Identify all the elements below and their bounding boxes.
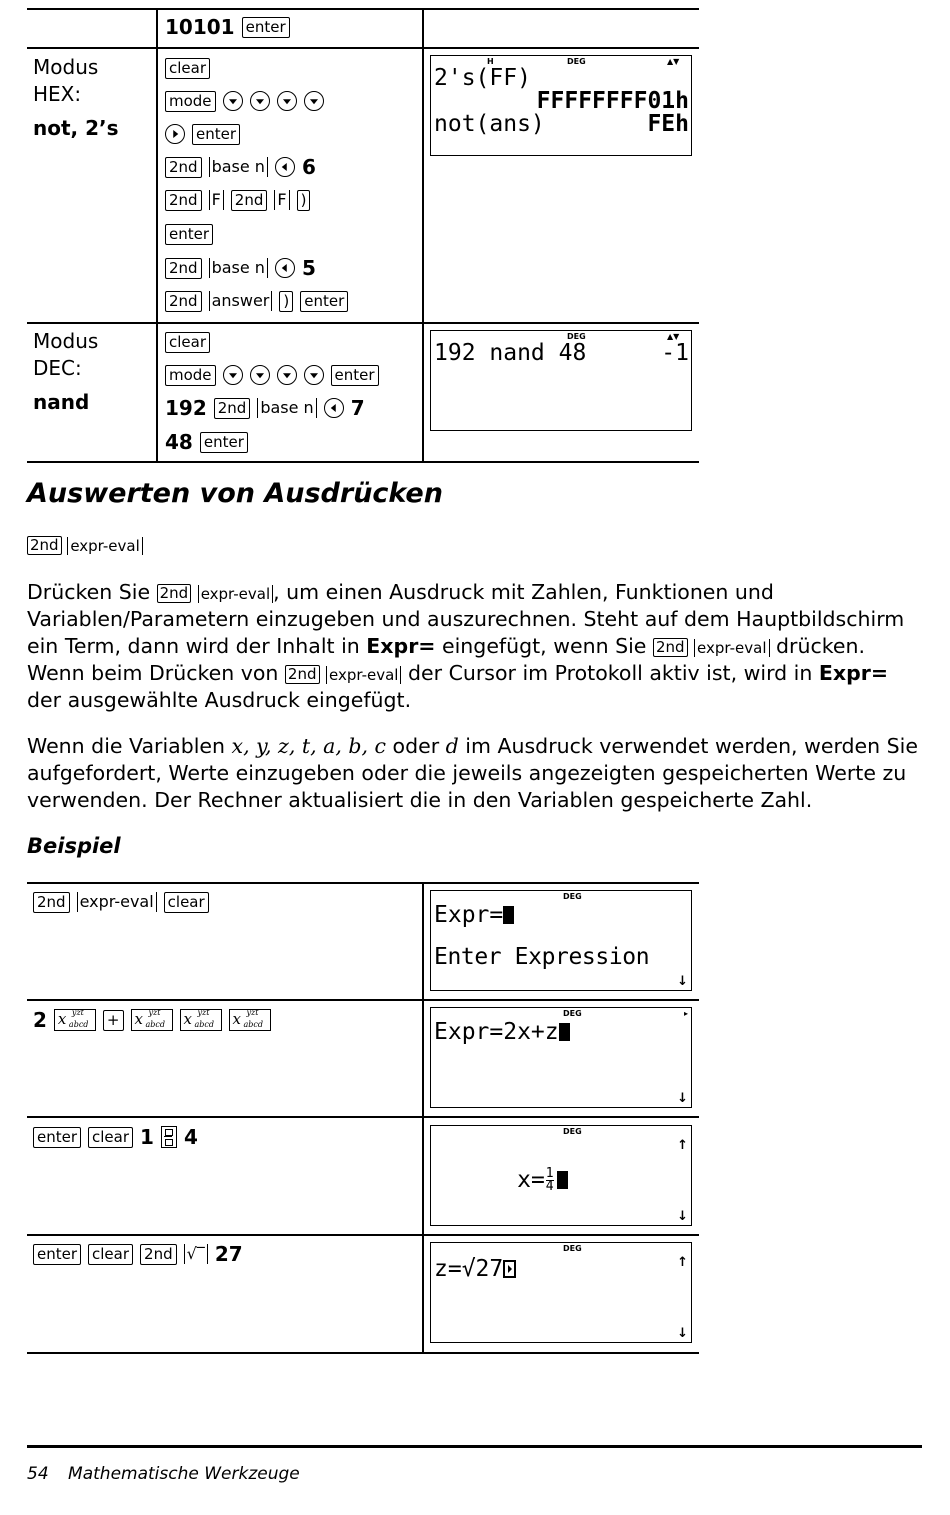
footer-rule bbox=[27, 1445, 922, 1448]
second-key: 2nd bbox=[653, 638, 688, 657]
expr-term: Expr= bbox=[818, 661, 889, 685]
cursor-icon bbox=[503, 906, 514, 924]
second-key: 2nd bbox=[140, 1244, 177, 1265]
clear-key: clear bbox=[165, 58, 210, 79]
variable-key bbox=[54, 1009, 96, 1031]
section-heading: Auswerten von Ausdrücken bbox=[27, 478, 443, 509]
text: oder bbox=[386, 734, 446, 758]
number: 1 bbox=[140, 1125, 154, 1149]
screen-line: FFFFFFFF01h bbox=[536, 88, 689, 114]
second-key: 2nd bbox=[157, 584, 192, 603]
enter-key: enter bbox=[192, 124, 240, 145]
screen-line bbox=[434, 1257, 516, 1281]
screen-line: not(ans) bbox=[434, 111, 545, 137]
paragraph bbox=[27, 579, 927, 714]
cursor-arrow-icon bbox=[503, 1260, 516, 1278]
f-function: F bbox=[209, 190, 224, 210]
clear-key: clear bbox=[165, 332, 210, 353]
x-label: x bbox=[57, 1010, 67, 1028]
calculator-screen bbox=[430, 890, 692, 991]
text: Drücken Sie bbox=[27, 580, 157, 604]
up-scroll-icon: ↑ bbox=[677, 1255, 688, 1270]
screen-text: x= bbox=[517, 1167, 545, 1193]
screen-line-result: FEh bbox=[647, 111, 689, 137]
text: eingefügt, wenn Sie bbox=[435, 634, 653, 658]
down-arrow-icon bbox=[277, 365, 297, 385]
left-arrow-icon bbox=[324, 398, 344, 418]
calculator-screen bbox=[430, 1125, 692, 1226]
sub-label: abcd bbox=[194, 1020, 214, 1029]
screen-line bbox=[434, 903, 514, 927]
keystroke-line bbox=[165, 287, 348, 315]
keystroke-line bbox=[33, 1123, 198, 1151]
mode-label bbox=[33, 54, 119, 142]
down-arrow-icon bbox=[304, 365, 324, 385]
second-key: 2nd bbox=[165, 190, 202, 211]
mode-key: mode bbox=[165, 91, 216, 112]
mode-label bbox=[33, 328, 98, 416]
numerator: 1 bbox=[545, 1166, 554, 1181]
example-label: Beispiel bbox=[27, 834, 121, 858]
second-key: 2nd bbox=[165, 291, 202, 312]
number: 48 bbox=[165, 430, 193, 454]
screen-text: Expr= bbox=[434, 902, 504, 928]
keystroke-line bbox=[165, 254, 316, 282]
number: 6 bbox=[301, 155, 316, 179]
cursor-icon bbox=[557, 1171, 568, 1189]
fraction bbox=[546, 1168, 554, 1193]
fraction-key-icon bbox=[161, 1126, 177, 1148]
paren-key: ) bbox=[279, 291, 293, 312]
mode-key: mode bbox=[165, 365, 216, 386]
deg-indicator: DEG bbox=[563, 1009, 582, 1018]
base-n-function: base n bbox=[209, 258, 268, 278]
key-sequence bbox=[27, 535, 143, 556]
screen-line-result: -1 bbox=[661, 340, 689, 366]
clear-key: clear bbox=[88, 1127, 133, 1148]
keystroke-line bbox=[165, 13, 290, 41]
keystroke-line bbox=[165, 186, 310, 214]
right-scroll-icon: ▸ bbox=[683, 1009, 688, 1018]
sqrt-function: √‾ bbox=[184, 1244, 208, 1264]
down-arrow-icon bbox=[277, 91, 297, 111]
label-line: Modus bbox=[33, 329, 99, 353]
down-arrow-icon bbox=[250, 365, 270, 385]
denominator: 4 bbox=[545, 1179, 554, 1194]
text: im Ausdruck verwendet werden, werden Sie aufgefordert, Werte einzugeben oder die jeweils angezeigten gespeicherten Werte zu verwenden. Der Rechner aktualisiert die in den Variablen gespeicherte Zahl. bbox=[27, 734, 918, 812]
variable-key bbox=[180, 1009, 222, 1031]
expr-eval-function: expr-eval bbox=[694, 639, 769, 657]
enter-key: enter bbox=[33, 1127, 81, 1148]
keystroke-line bbox=[165, 361, 379, 389]
expr-eval-function: expr-eval bbox=[326, 666, 401, 684]
down-scroll-icon: ↓ bbox=[677, 1209, 688, 1224]
enter-key: enter bbox=[242, 17, 290, 38]
x-label: x bbox=[134, 1010, 143, 1028]
deg-indicator: DEG bbox=[563, 892, 582, 901]
enter-key: enter bbox=[200, 432, 248, 453]
expr-eval-function: expr-eval bbox=[77, 892, 157, 912]
keystroke-line bbox=[165, 328, 210, 356]
number: 4 bbox=[183, 1125, 198, 1149]
page-number: 54 bbox=[27, 1464, 49, 1484]
number: 192 bbox=[165, 396, 207, 420]
second-key: 2nd bbox=[285, 665, 320, 684]
text: der ausgewählte Ausdruck eingefügt. bbox=[27, 688, 412, 712]
sub-label: abcd bbox=[243, 1020, 263, 1029]
plus-key: + bbox=[103, 1010, 124, 1031]
text: , um einen Ausdruck mit Zahlen, Funktionen und Variablen/Parametern einzugeben und auszurechnen. Steht auf dem Hauptbildschirm ein Term, dann wird der Inhalt in bbox=[27, 580, 905, 658]
keystroke-line bbox=[165, 394, 365, 422]
cursor-icon bbox=[559, 1023, 570, 1041]
number: 5 bbox=[301, 256, 316, 280]
right-arrow-icon bbox=[165, 124, 185, 144]
deg-indicator: DEG bbox=[563, 1127, 582, 1136]
clear-key: clear bbox=[164, 892, 209, 913]
sup-label: yzt bbox=[197, 1008, 210, 1017]
sub-label: abcd bbox=[145, 1020, 165, 1029]
calculator-screen bbox=[430, 1242, 692, 1343]
keystroke-line bbox=[165, 428, 248, 456]
variable-key bbox=[131, 1009, 173, 1031]
calculator-screen bbox=[430, 55, 692, 156]
number: 10101 bbox=[165, 15, 235, 39]
calculator-screen bbox=[430, 1007, 692, 1108]
screen-line: Enter Expression bbox=[434, 944, 650, 970]
text: Wenn die Variablen bbox=[27, 734, 232, 758]
base-n-function: base n bbox=[257, 398, 316, 418]
keystroke-line bbox=[165, 54, 210, 82]
screen-text: Expr=2x+z bbox=[434, 1019, 559, 1045]
ops-label: nand bbox=[33, 390, 90, 414]
screen-text: z=√27 bbox=[434, 1256, 504, 1282]
variable: d bbox=[445, 734, 459, 758]
up-scroll-icon: ↑ bbox=[677, 1138, 688, 1153]
footer bbox=[27, 1464, 300, 1484]
down-arrow-icon bbox=[304, 91, 324, 111]
deg-indicator: DEG bbox=[567, 332, 586, 341]
scroll-indicator: ▲▼ bbox=[667, 332, 680, 341]
label-line: HEX: bbox=[33, 82, 82, 106]
text: drücken. Wenn beim Drücken von bbox=[27, 634, 865, 685]
second-key: 2nd bbox=[165, 157, 202, 178]
expr-eval-function: expr-eval bbox=[67, 537, 142, 555]
enter-key: enter bbox=[33, 1244, 81, 1265]
paragraph bbox=[27, 733, 927, 814]
variable-key bbox=[229, 1009, 271, 1031]
down-scroll-icon: ↓ bbox=[677, 974, 688, 989]
expr-term: Expr= bbox=[366, 634, 436, 658]
x-label: x bbox=[183, 1010, 192, 1028]
paren-key: ) bbox=[297, 190, 311, 211]
keystroke-line bbox=[165, 87, 324, 115]
keystroke-line bbox=[165, 120, 240, 148]
enter-key: enter bbox=[165, 224, 213, 245]
label-line: DEC: bbox=[33, 356, 82, 380]
variable-list: x, y, z, t, a, b, c bbox=[231, 734, 387, 758]
ops-label: not, 2’s bbox=[33, 116, 119, 140]
down-arrow-icon bbox=[223, 91, 243, 111]
second-key: 2nd bbox=[27, 536, 62, 555]
calculator-screen bbox=[430, 330, 692, 431]
sup-label: yzt bbox=[246, 1008, 259, 1017]
x-label: x bbox=[232, 1010, 241, 1028]
deg-indicator: DEG bbox=[563, 1244, 582, 1253]
down-scroll-icon: ↓ bbox=[677, 1091, 688, 1106]
deg-indicator: DEG bbox=[567, 57, 586, 66]
label-line: Modus bbox=[33, 55, 99, 79]
base-n-function: base n bbox=[209, 157, 268, 177]
number: 7 bbox=[350, 396, 365, 420]
keystroke-line bbox=[165, 220, 213, 248]
hex-indicator: H bbox=[487, 57, 494, 66]
screen-line bbox=[434, 1020, 570, 1044]
down-scroll-icon: ↓ bbox=[677, 1326, 688, 1341]
chapter-title: Mathematische Werkzeuge bbox=[68, 1464, 300, 1484]
enter-key: enter bbox=[300, 291, 348, 312]
keystroke-line bbox=[33, 1006, 271, 1034]
second-key: 2nd bbox=[33, 892, 70, 913]
keystroke-line bbox=[33, 888, 209, 916]
f-function: F bbox=[274, 190, 289, 210]
enter-key: enter bbox=[331, 365, 379, 386]
second-key: 2nd bbox=[214, 398, 251, 419]
keystroke-line bbox=[165, 153, 316, 181]
scroll-indicator: ▲▼ bbox=[667, 57, 680, 66]
sup-label: yzt bbox=[71, 1008, 84, 1017]
expr-eval-function: expr-eval bbox=[198, 585, 273, 603]
answer-function: answer bbox=[209, 291, 273, 311]
screen-line: 192 nand 48 bbox=[434, 340, 587, 366]
keystroke-line bbox=[33, 1240, 243, 1268]
left-arrow-icon bbox=[275, 258, 295, 278]
screen-line bbox=[434, 1144, 568, 1217]
clear-key: clear bbox=[88, 1244, 133, 1265]
down-arrow-icon bbox=[250, 91, 270, 111]
second-key: 2nd bbox=[231, 190, 268, 211]
left-arrow-icon bbox=[275, 157, 295, 177]
text: der Cursor im Protokoll aktiv ist, wird in bbox=[401, 661, 819, 685]
screen-line: 2's(FF) bbox=[434, 65, 531, 91]
number: 27 bbox=[214, 1242, 243, 1266]
sup-label: yzt bbox=[148, 1008, 161, 1017]
sub-label: abcd bbox=[68, 1020, 89, 1029]
second-key: 2nd bbox=[165, 258, 202, 279]
number: 2 bbox=[33, 1008, 47, 1032]
down-arrow-icon bbox=[223, 365, 243, 385]
